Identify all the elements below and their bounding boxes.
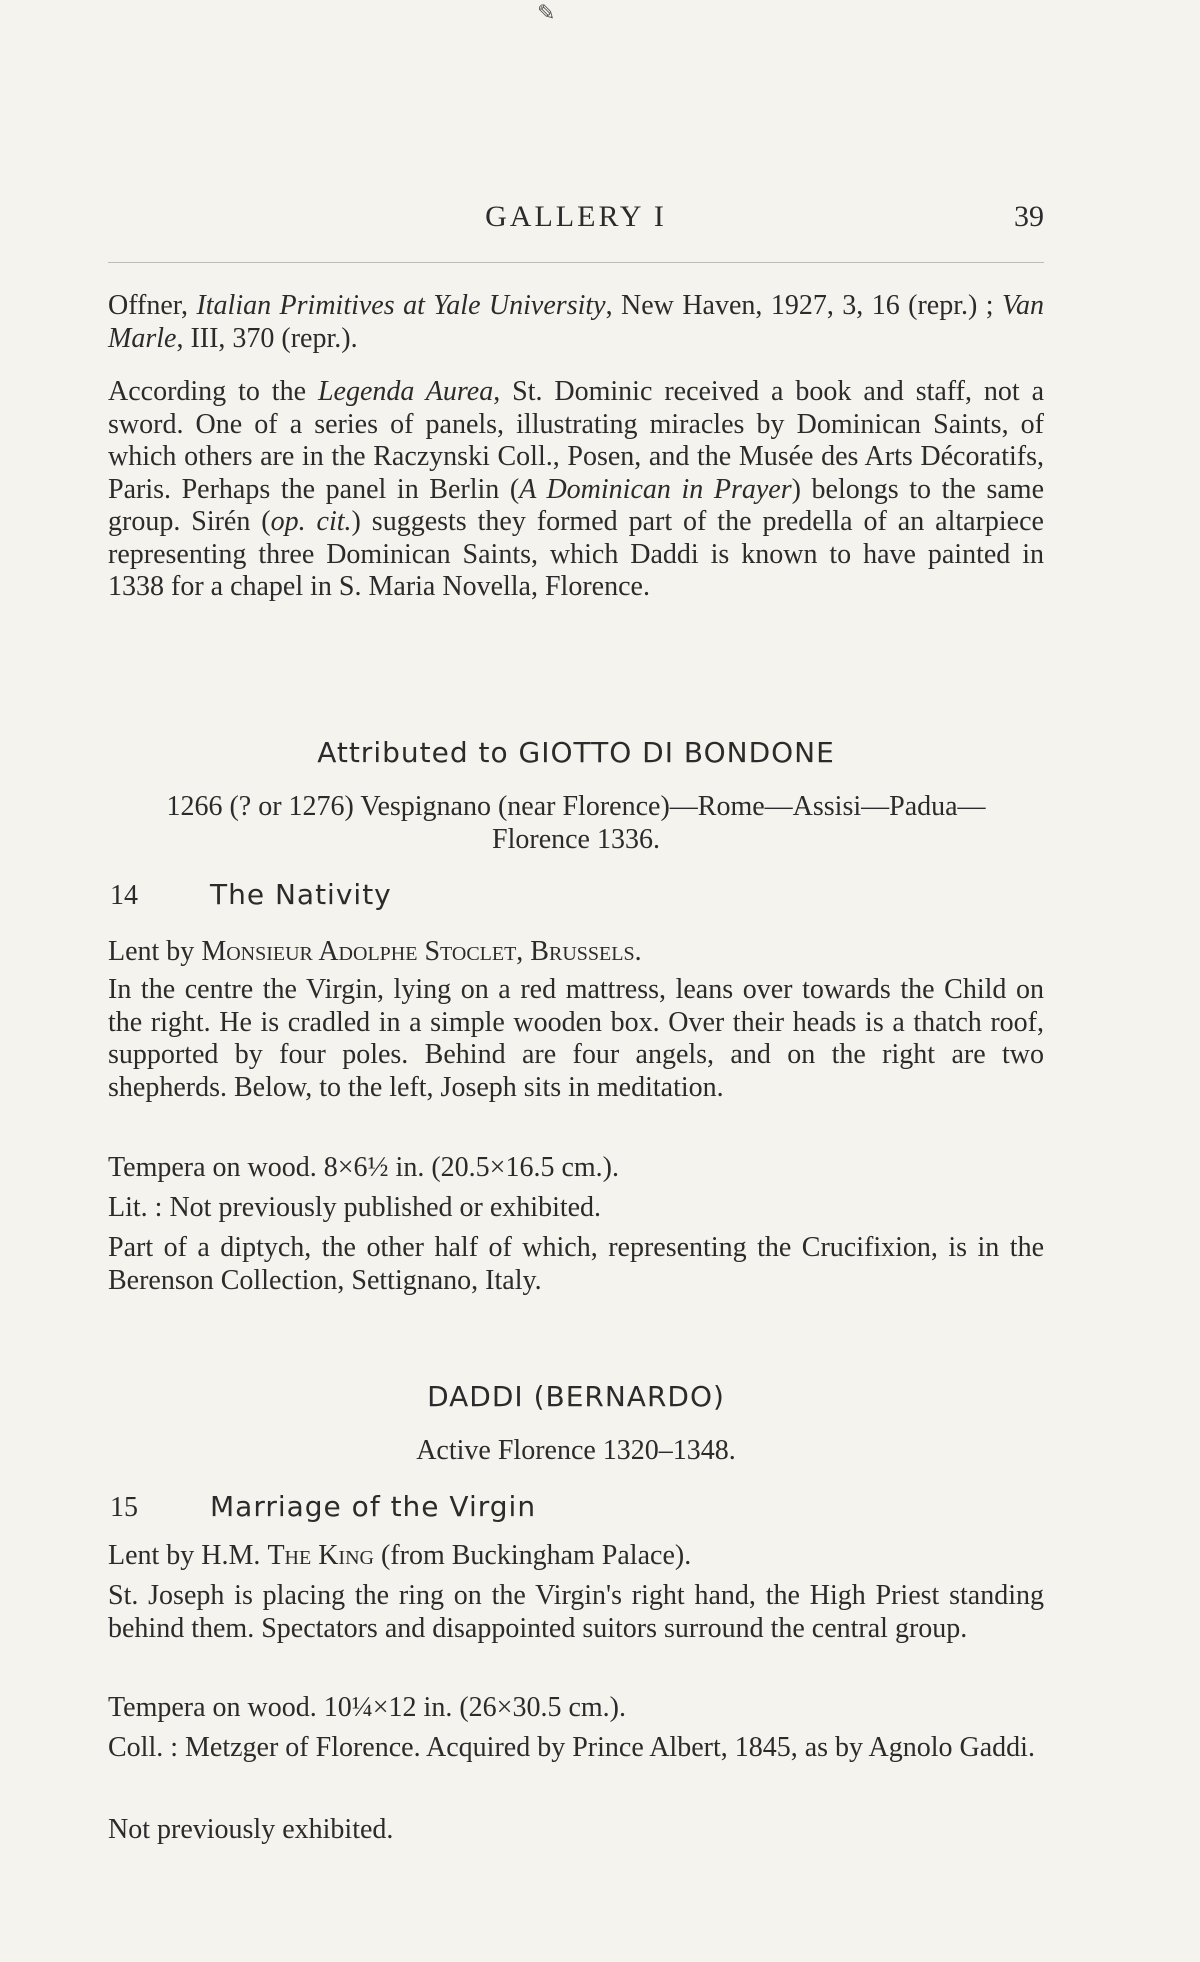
note-paragraph: According to the Legenda Aurea, St. Dominic received a book and staff, not a sword. One of a series of panels, illustrating miracles by Dominican Saints, of which others are in the Raczynski Coll., Posen, and the Musée des Arts Décoratifs, Paris. Perhaps the panel in Berlin (A Dominican in Prayer) belongs to the same group. Sirén (op. cit.) suggests they formed part of the predella of an altarpiece representing three Dominican Saints, which Daddi is known to have painted in 1338 for a chapel in S. Maria Novella, Florence. [108,376,1045,602]
description-paragraph: In the centre the Virgin, lying on a red mattress, leans over towards the Child on the right. He is cradled in a simple wooden box. Over their heads is a thatch roof, supported by four poles. Behind are four angels, and on the right are two shepherds. Below, to the left, Joseph sits in meditation. [108,974,1044,1103]
entry-title: Marriage of the Virgin [210,1490,537,1523]
entry-number: 14 [110,880,138,911]
reference-paragraph: Offner, Italian Primitives at Yale University, New Haven, 1927, 3, 16 (repr.) ; Van Marle, III, 370 (repr.). [108,290,1045,354]
artist-dates-giotto: 1266 (? or 1276) Vespignano (near Florence)—Rome—Assisi—Padua—Florence 1336. [166,791,986,855]
entry-note-paragraph: Part of a diptych, the other half of which, representing the Crucifixion, is in the Berenson Collection, Settignano, Italy. [108,1232,1044,1296]
page-number: 39 [1014,200,1044,233]
artist-dates-daddi: Active Florence 1320–1348. [416,1435,736,1466]
medium-line: Tempera on wood. 10¼×12 in. (26×30.5 cm.). [108,1692,626,1723]
description-paragraph: St. Joseph is placing the ring on the Virgin's right hand, the High Priest standing behind them. Spectators and disappointed suitors surround the central group. [108,1580,1044,1644]
entry-header-14 [110,878,1046,912]
running-head [108,200,1044,240]
lent-by-line: Lent by H.M. The King (from Buckingham Palace). [108,1540,692,1571]
gallery-title: GALLERY I [485,200,667,233]
artist-heading-daddi: DADDI (BERNARDO) [427,1380,725,1413]
ink-mark: ✎ [537,0,556,25]
literature-line: Lit. : Not previously published or exhibited. [108,1192,602,1223]
collection-paragraph: Coll. : Metzger of Florence. Acquired by Prince Albert, 1845, as by Agnolo Gaddi. [108,1732,1035,1763]
artist-heading-giotto: Attributed to GIOTTO DI BONDONE [317,736,835,769]
entry-header-15 [110,1490,1046,1524]
entry-number: 15 [110,1492,138,1523]
header-rule [108,262,1044,263]
medium-line: Tempera on wood. 8×6½ in. (20.5×16.5 cm.). [108,1152,619,1183]
lent-by-line: Lent by Monsieur Adolphe Stoclet, Brussels. [108,936,642,967]
exhibited-line: Not previously exhibited. [108,1814,394,1845]
entry-title: The Nativity [210,878,392,911]
